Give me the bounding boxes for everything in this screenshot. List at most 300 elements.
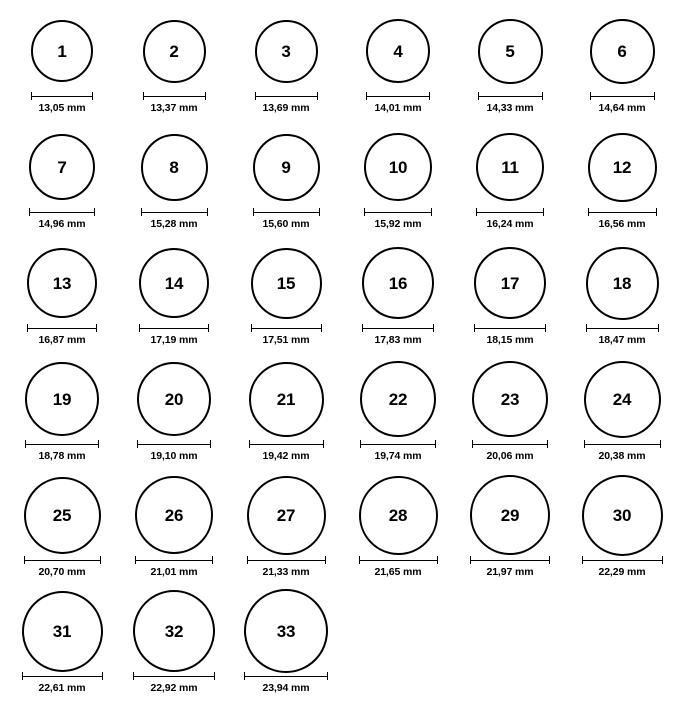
ring-size-number: 5 bbox=[505, 41, 515, 61]
caliper-tick-left bbox=[582, 556, 583, 564]
caliper-tick-left bbox=[29, 208, 30, 216]
ring-circle-wrap bbox=[143, 8, 206, 94]
ring-circle-wrap bbox=[590, 8, 655, 94]
caliper-tick-right bbox=[212, 556, 213, 564]
caliper-tick-right bbox=[100, 556, 101, 564]
caliper-tick-left bbox=[590, 92, 591, 100]
diameter-label: 21,33 mm bbox=[262, 566, 310, 578]
diameter-measure bbox=[137, 440, 211, 462]
ring-circle bbox=[253, 134, 320, 201]
diameter-label: 16,24 mm bbox=[486, 218, 534, 230]
ring-circle-wrap bbox=[251, 240, 322, 326]
ring-size-number: 18 bbox=[612, 273, 632, 293]
ring-circle-wrap bbox=[360, 356, 436, 442]
ring-circle-wrap bbox=[141, 124, 208, 210]
caliper-tick-right bbox=[654, 92, 655, 100]
diameter-measure bbox=[359, 556, 438, 578]
ring-size-number: 30 bbox=[612, 505, 632, 525]
caliper-bar bbox=[366, 96, 430, 97]
caliper-icon bbox=[470, 556, 550, 564]
caliper-tick-left bbox=[253, 208, 254, 216]
diameter-measure bbox=[139, 324, 209, 346]
size-row bbox=[6, 472, 694, 588]
diameter-label: 16,56 mm bbox=[598, 218, 646, 230]
caliper-bar bbox=[139, 328, 209, 329]
caliper-tick-left bbox=[31, 92, 32, 100]
ring-circle-wrap bbox=[582, 472, 663, 558]
ring-size-number: 22 bbox=[388, 389, 408, 409]
caliper-tick-right bbox=[208, 324, 209, 332]
caliper-tick-right bbox=[327, 672, 328, 680]
ring-size-number: 6 bbox=[617, 41, 627, 61]
diameter-label: 17,83 mm bbox=[374, 334, 422, 346]
diameter-label: 20,70 mm bbox=[38, 566, 86, 578]
ring-circle bbox=[474, 247, 546, 319]
ring-size-number: 1 bbox=[57, 41, 67, 61]
caliper-tick-left bbox=[22, 672, 23, 680]
caliper-bar bbox=[135, 560, 213, 561]
ring-circle-wrap bbox=[24, 472, 101, 558]
ring-circle bbox=[25, 362, 99, 436]
caliper-bar bbox=[143, 96, 206, 97]
caliper-icon bbox=[244, 672, 328, 680]
caliper-tick-left bbox=[366, 92, 367, 100]
ring-size-cell[interactable] bbox=[230, 356, 342, 472]
caliper-tick-right bbox=[96, 324, 97, 332]
ring-circle-wrap bbox=[584, 356, 661, 442]
caliper-icon bbox=[141, 208, 208, 216]
caliper-bar bbox=[255, 96, 318, 97]
caliper-bar bbox=[362, 328, 434, 329]
diameter-measure bbox=[582, 556, 663, 578]
ring-circle bbox=[135, 476, 213, 554]
ring-circle-wrap bbox=[249, 356, 324, 442]
caliper-tick-right bbox=[98, 440, 99, 448]
ring-size-number: 4 bbox=[393, 41, 403, 61]
ring-size-number: 32 bbox=[164, 621, 184, 641]
caliper-tick-left bbox=[586, 324, 587, 332]
ring-circle bbox=[29, 134, 95, 200]
ring-size-number: 26 bbox=[164, 505, 184, 525]
ring-size-cell[interactable] bbox=[6, 472, 118, 588]
ring-size-cell[interactable] bbox=[342, 472, 454, 588]
diameter-label: 13,37 mm bbox=[150, 102, 198, 114]
ring-circle-wrap bbox=[135, 472, 213, 558]
caliper-tick-right bbox=[207, 208, 208, 216]
ring-size-cell[interactable] bbox=[566, 356, 678, 472]
caliper-icon bbox=[588, 208, 657, 216]
caliper-tick-left bbox=[24, 556, 25, 564]
ring-circle bbox=[244, 589, 328, 673]
caliper-icon bbox=[582, 556, 663, 564]
caliper-bar bbox=[586, 328, 659, 329]
ring-circle-wrap bbox=[364, 124, 432, 210]
diameter-measure bbox=[244, 672, 328, 694]
diameter-measure bbox=[255, 92, 318, 114]
ring-circle-wrap bbox=[29, 124, 95, 210]
diameter-measure bbox=[29, 208, 95, 230]
diameter-measure bbox=[249, 440, 324, 462]
ring-size-number: 10 bbox=[388, 157, 408, 177]
diameter-measure bbox=[474, 324, 546, 346]
ring-size-cell[interactable] bbox=[454, 124, 566, 240]
caliper-bar bbox=[22, 676, 103, 677]
ring-circle-wrap bbox=[133, 588, 215, 674]
diameter-label: 16,87 mm bbox=[38, 334, 86, 346]
ring-circle-wrap bbox=[470, 472, 550, 558]
diameter-label: 14,96 mm bbox=[38, 218, 86, 230]
caliper-bar bbox=[359, 560, 438, 561]
ring-circle bbox=[251, 248, 322, 319]
caliper-icon bbox=[360, 440, 436, 448]
ring-circle bbox=[584, 361, 661, 438]
diameter-measure bbox=[470, 556, 550, 578]
size-row bbox=[6, 356, 694, 472]
caliper-bar bbox=[137, 444, 211, 445]
ring-size-cell[interactable] bbox=[342, 240, 454, 356]
caliper-tick-left bbox=[143, 92, 144, 100]
caliper-icon bbox=[133, 672, 215, 680]
caliper-tick-right bbox=[210, 440, 211, 448]
caliper-tick-right bbox=[92, 92, 93, 100]
caliper-bar bbox=[27, 328, 97, 329]
caliper-bar bbox=[253, 212, 320, 213]
caliper-icon bbox=[29, 208, 95, 216]
caliper-bar bbox=[360, 444, 436, 445]
ring-circle-wrap bbox=[255, 8, 318, 94]
caliper-tick-right bbox=[319, 208, 320, 216]
diameter-label: 19,74 mm bbox=[374, 450, 422, 462]
ring-size-cell[interactable] bbox=[230, 588, 342, 704]
caliper-bar bbox=[29, 212, 95, 213]
ring-circle-wrap bbox=[366, 8, 430, 94]
ring-circle bbox=[478, 19, 543, 84]
ring-size-number: 21 bbox=[276, 389, 296, 409]
caliper-bar bbox=[133, 676, 215, 677]
ring-circle bbox=[133, 590, 215, 672]
ring-size-cell[interactable] bbox=[454, 472, 566, 588]
diameter-measure bbox=[25, 440, 99, 462]
ring-circle bbox=[255, 20, 318, 83]
caliper-tick-right bbox=[435, 440, 436, 448]
diameter-measure bbox=[251, 324, 322, 346]
caliper-bar bbox=[582, 560, 663, 561]
caliper-tick-right bbox=[325, 556, 326, 564]
ring-circle-wrap bbox=[31, 8, 93, 94]
caliper-icon bbox=[247, 556, 326, 564]
caliper-icon bbox=[253, 208, 320, 216]
diameter-label: 19,42 mm bbox=[262, 450, 310, 462]
caliper-tick-left bbox=[133, 672, 134, 680]
caliper-tick-left bbox=[359, 556, 360, 564]
diameter-label: 22,92 mm bbox=[150, 682, 198, 694]
ring-circle-wrap bbox=[586, 240, 659, 326]
diameter-measure bbox=[476, 208, 544, 230]
diameter-label: 15,28 mm bbox=[150, 218, 198, 230]
caliper-tick-left bbox=[244, 672, 245, 680]
caliper-icon bbox=[584, 440, 661, 448]
ring-circle bbox=[141, 134, 208, 201]
caliper-tick-right bbox=[437, 556, 438, 564]
ring-size-cell[interactable] bbox=[342, 8, 454, 124]
ring-size-number: 17 bbox=[500, 273, 520, 293]
ring-size-number: 24 bbox=[612, 389, 632, 409]
ring-size-cell[interactable] bbox=[230, 472, 342, 588]
ring-size-cell[interactable] bbox=[230, 8, 342, 124]
ring-size-number: 31 bbox=[52, 621, 72, 641]
caliper-bar bbox=[590, 96, 655, 97]
diameter-label: 14,64 mm bbox=[598, 102, 646, 114]
caliper-icon bbox=[249, 440, 324, 448]
ring-size-cell[interactable] bbox=[566, 124, 678, 240]
ring-size-cell[interactable] bbox=[566, 240, 678, 356]
ring-circle bbox=[476, 133, 544, 201]
caliper-bar bbox=[244, 676, 328, 677]
ring-circle bbox=[359, 476, 438, 555]
diameter-measure bbox=[31, 92, 93, 114]
ring-size-cell[interactable] bbox=[6, 8, 118, 124]
ring-circle bbox=[143, 20, 206, 83]
ring-size-cell[interactable] bbox=[454, 356, 566, 472]
caliper-tick-left bbox=[135, 556, 136, 564]
diameter-measure bbox=[584, 440, 661, 462]
ring-size-cell[interactable] bbox=[118, 8, 230, 124]
ring-size-number: 3 bbox=[281, 41, 291, 61]
caliper-bar bbox=[25, 444, 99, 445]
ring-size-number: 13 bbox=[52, 273, 72, 293]
diameter-measure bbox=[24, 556, 101, 578]
caliper-icon bbox=[22, 672, 103, 680]
caliper-icon bbox=[255, 92, 318, 100]
ring-size-cell[interactable] bbox=[118, 472, 230, 588]
caliper-icon bbox=[474, 324, 546, 332]
size-row bbox=[6, 588, 694, 704]
caliper-tick-left bbox=[474, 324, 475, 332]
ring-size-number: 11 bbox=[501, 157, 519, 177]
ring-circle bbox=[366, 19, 430, 83]
ring-size-cell[interactable] bbox=[118, 356, 230, 472]
diameter-measure bbox=[478, 92, 543, 114]
caliper-tick-right bbox=[205, 92, 206, 100]
caliper-icon bbox=[586, 324, 659, 332]
ring-size-cell[interactable] bbox=[6, 588, 118, 704]
ring-size-cell[interactable] bbox=[342, 124, 454, 240]
ring-circle-wrap bbox=[25, 356, 99, 442]
diameter-label: 13,05 mm bbox=[38, 102, 86, 114]
caliper-bar bbox=[249, 444, 324, 445]
ring-circle-wrap bbox=[244, 588, 328, 674]
ring-size-number: 33 bbox=[276, 621, 296, 641]
ring-size-cell[interactable] bbox=[566, 8, 678, 124]
caliper-icon bbox=[24, 556, 101, 564]
caliper-icon bbox=[590, 92, 655, 100]
caliper-tick-right bbox=[317, 92, 318, 100]
caliper-tick-left bbox=[27, 324, 28, 332]
ring-circle bbox=[582, 475, 663, 556]
diameter-measure bbox=[590, 92, 655, 114]
caliper-tick-right bbox=[542, 92, 543, 100]
ring-size-cell[interactable] bbox=[118, 124, 230, 240]
diameter-measure bbox=[247, 556, 326, 578]
ring-size-cell[interactable] bbox=[230, 124, 342, 240]
ring-circle bbox=[588, 133, 657, 202]
diameter-label: 18,15 mm bbox=[486, 334, 534, 346]
ring-size-number: 29 bbox=[500, 505, 520, 525]
caliper-icon bbox=[137, 440, 211, 448]
ring-circle-wrap bbox=[588, 124, 657, 210]
ring-circle-wrap bbox=[472, 356, 548, 442]
caliper-icon bbox=[25, 440, 99, 448]
caliper-tick-left bbox=[364, 208, 365, 216]
ring-circle bbox=[590, 19, 655, 84]
diameter-label: 18,47 mm bbox=[598, 334, 646, 346]
ring-size-number: 23 bbox=[500, 389, 520, 409]
ring-size-cell[interactable] bbox=[6, 240, 118, 356]
caliper-bar bbox=[364, 212, 432, 213]
caliper-bar bbox=[251, 328, 322, 329]
caliper-tick-right bbox=[214, 672, 215, 680]
ring-size-cell[interactable] bbox=[454, 8, 566, 124]
ring-size-number: 19 bbox=[52, 389, 72, 409]
ring-circle bbox=[247, 476, 326, 555]
ring-circle bbox=[362, 247, 434, 319]
ring-circle-wrap bbox=[474, 240, 546, 326]
ring-size-number: 28 bbox=[388, 505, 408, 525]
diameter-label: 22,29 mm bbox=[598, 566, 646, 578]
caliper-tick-right bbox=[660, 440, 661, 448]
ring-circle bbox=[137, 362, 211, 436]
caliper-tick-left bbox=[470, 556, 471, 564]
ring-circle-wrap bbox=[478, 8, 543, 94]
diameter-label: 13,69 mm bbox=[262, 102, 310, 114]
diameter-measure bbox=[143, 92, 206, 114]
caliper-tick-right bbox=[662, 556, 663, 564]
ring-size-cell[interactable] bbox=[118, 588, 230, 704]
ring-circle-wrap bbox=[22, 588, 103, 674]
caliper-tick-right bbox=[321, 324, 322, 332]
ring-circle-wrap bbox=[362, 240, 434, 326]
caliper-bar bbox=[472, 444, 548, 445]
caliper-bar bbox=[24, 560, 101, 561]
ring-size-cell[interactable] bbox=[118, 240, 230, 356]
caliper-icon bbox=[366, 92, 430, 100]
ring-circle bbox=[360, 361, 436, 437]
diameter-label: 21,97 mm bbox=[486, 566, 534, 578]
diameter-label: 17,19 mm bbox=[150, 334, 198, 346]
caliper-tick-left bbox=[25, 440, 26, 448]
caliper-tick-right bbox=[433, 324, 434, 332]
ring-circle bbox=[586, 247, 659, 320]
diameter-label: 22,61 mm bbox=[38, 682, 86, 694]
ring-size-number: 14 bbox=[164, 273, 184, 293]
caliper-tick-right bbox=[102, 672, 103, 680]
ring-size-number: 20 bbox=[164, 389, 184, 409]
diameter-label: 20,38 mm bbox=[598, 450, 646, 462]
ring-size-number: 12 bbox=[612, 157, 632, 177]
caliper-bar bbox=[474, 328, 546, 329]
ring-size-cell[interactable] bbox=[454, 240, 566, 356]
caliper-tick-left bbox=[360, 440, 361, 448]
caliper-bar bbox=[247, 560, 326, 561]
diameter-measure bbox=[22, 672, 103, 694]
ring-size-cell[interactable] bbox=[566, 472, 678, 588]
caliper-icon bbox=[135, 556, 213, 564]
caliper-tick-left bbox=[247, 556, 248, 564]
ring-circle bbox=[22, 591, 103, 672]
ring-circle-wrap bbox=[476, 124, 544, 210]
diameter-measure bbox=[364, 208, 432, 230]
caliper-bar bbox=[588, 212, 657, 213]
caliper-tick-left bbox=[141, 208, 142, 216]
diameter-measure bbox=[133, 672, 215, 694]
caliper-tick-right bbox=[549, 556, 550, 564]
caliper-icon bbox=[478, 92, 543, 100]
ring-circle-wrap bbox=[359, 472, 438, 558]
ring-circle bbox=[31, 20, 93, 82]
caliper-bar bbox=[470, 560, 550, 561]
ring-circle bbox=[249, 362, 324, 437]
size-row bbox=[6, 240, 694, 356]
size-row bbox=[6, 124, 694, 240]
ring-circle bbox=[472, 361, 548, 437]
ring-circle bbox=[27, 248, 97, 318]
caliper-icon bbox=[364, 208, 432, 216]
caliper-tick-left bbox=[249, 440, 250, 448]
diameter-label: 14,33 mm bbox=[486, 102, 534, 114]
ring-circle bbox=[24, 477, 101, 554]
ring-size-number: 8 bbox=[169, 157, 179, 177]
caliper-tick-right bbox=[543, 208, 544, 216]
ring-size-number: 15 bbox=[276, 273, 296, 293]
ring-size-cell[interactable] bbox=[6, 124, 118, 240]
caliper-tick-right bbox=[656, 208, 657, 216]
ring-size-cell[interactable] bbox=[230, 240, 342, 356]
ring-circle-wrap bbox=[253, 124, 320, 210]
caliper-icon bbox=[362, 324, 434, 332]
caliper-tick-right bbox=[94, 208, 95, 216]
diameter-label: 18,78 mm bbox=[38, 450, 86, 462]
diameter-measure bbox=[141, 208, 208, 230]
caliper-icon bbox=[31, 92, 93, 100]
caliper-icon bbox=[27, 324, 97, 332]
ring-circle bbox=[139, 248, 209, 318]
caliper-bar bbox=[31, 96, 93, 97]
diameter-measure bbox=[135, 556, 213, 578]
caliper-tick-right bbox=[545, 324, 546, 332]
caliper-tick-left bbox=[139, 324, 140, 332]
diameter-label: 14,01 mm bbox=[374, 102, 422, 114]
ring-circle-wrap bbox=[27, 240, 97, 326]
diameter-measure bbox=[366, 92, 430, 114]
caliper-tick-left bbox=[255, 92, 256, 100]
ring-size-cell[interactable] bbox=[342, 356, 454, 472]
caliper-tick-left bbox=[584, 440, 585, 448]
diameter-label: 17,51 mm bbox=[262, 334, 310, 346]
ring-size-number: 27 bbox=[276, 505, 296, 525]
caliper-tick-left bbox=[472, 440, 473, 448]
ring-size-number: 2 bbox=[169, 41, 179, 61]
caliper-tick-left bbox=[588, 208, 589, 216]
ring-circle-wrap bbox=[247, 472, 326, 558]
ring-size-number: 25 bbox=[52, 505, 72, 525]
diameter-measure bbox=[27, 324, 97, 346]
caliper-tick-left bbox=[476, 208, 477, 216]
ring-circle bbox=[364, 133, 432, 201]
ring-size-cell[interactable] bbox=[6, 356, 118, 472]
diameter-label: 19,10 mm bbox=[150, 450, 198, 462]
caliper-icon bbox=[476, 208, 544, 216]
caliper-tick-right bbox=[429, 92, 430, 100]
